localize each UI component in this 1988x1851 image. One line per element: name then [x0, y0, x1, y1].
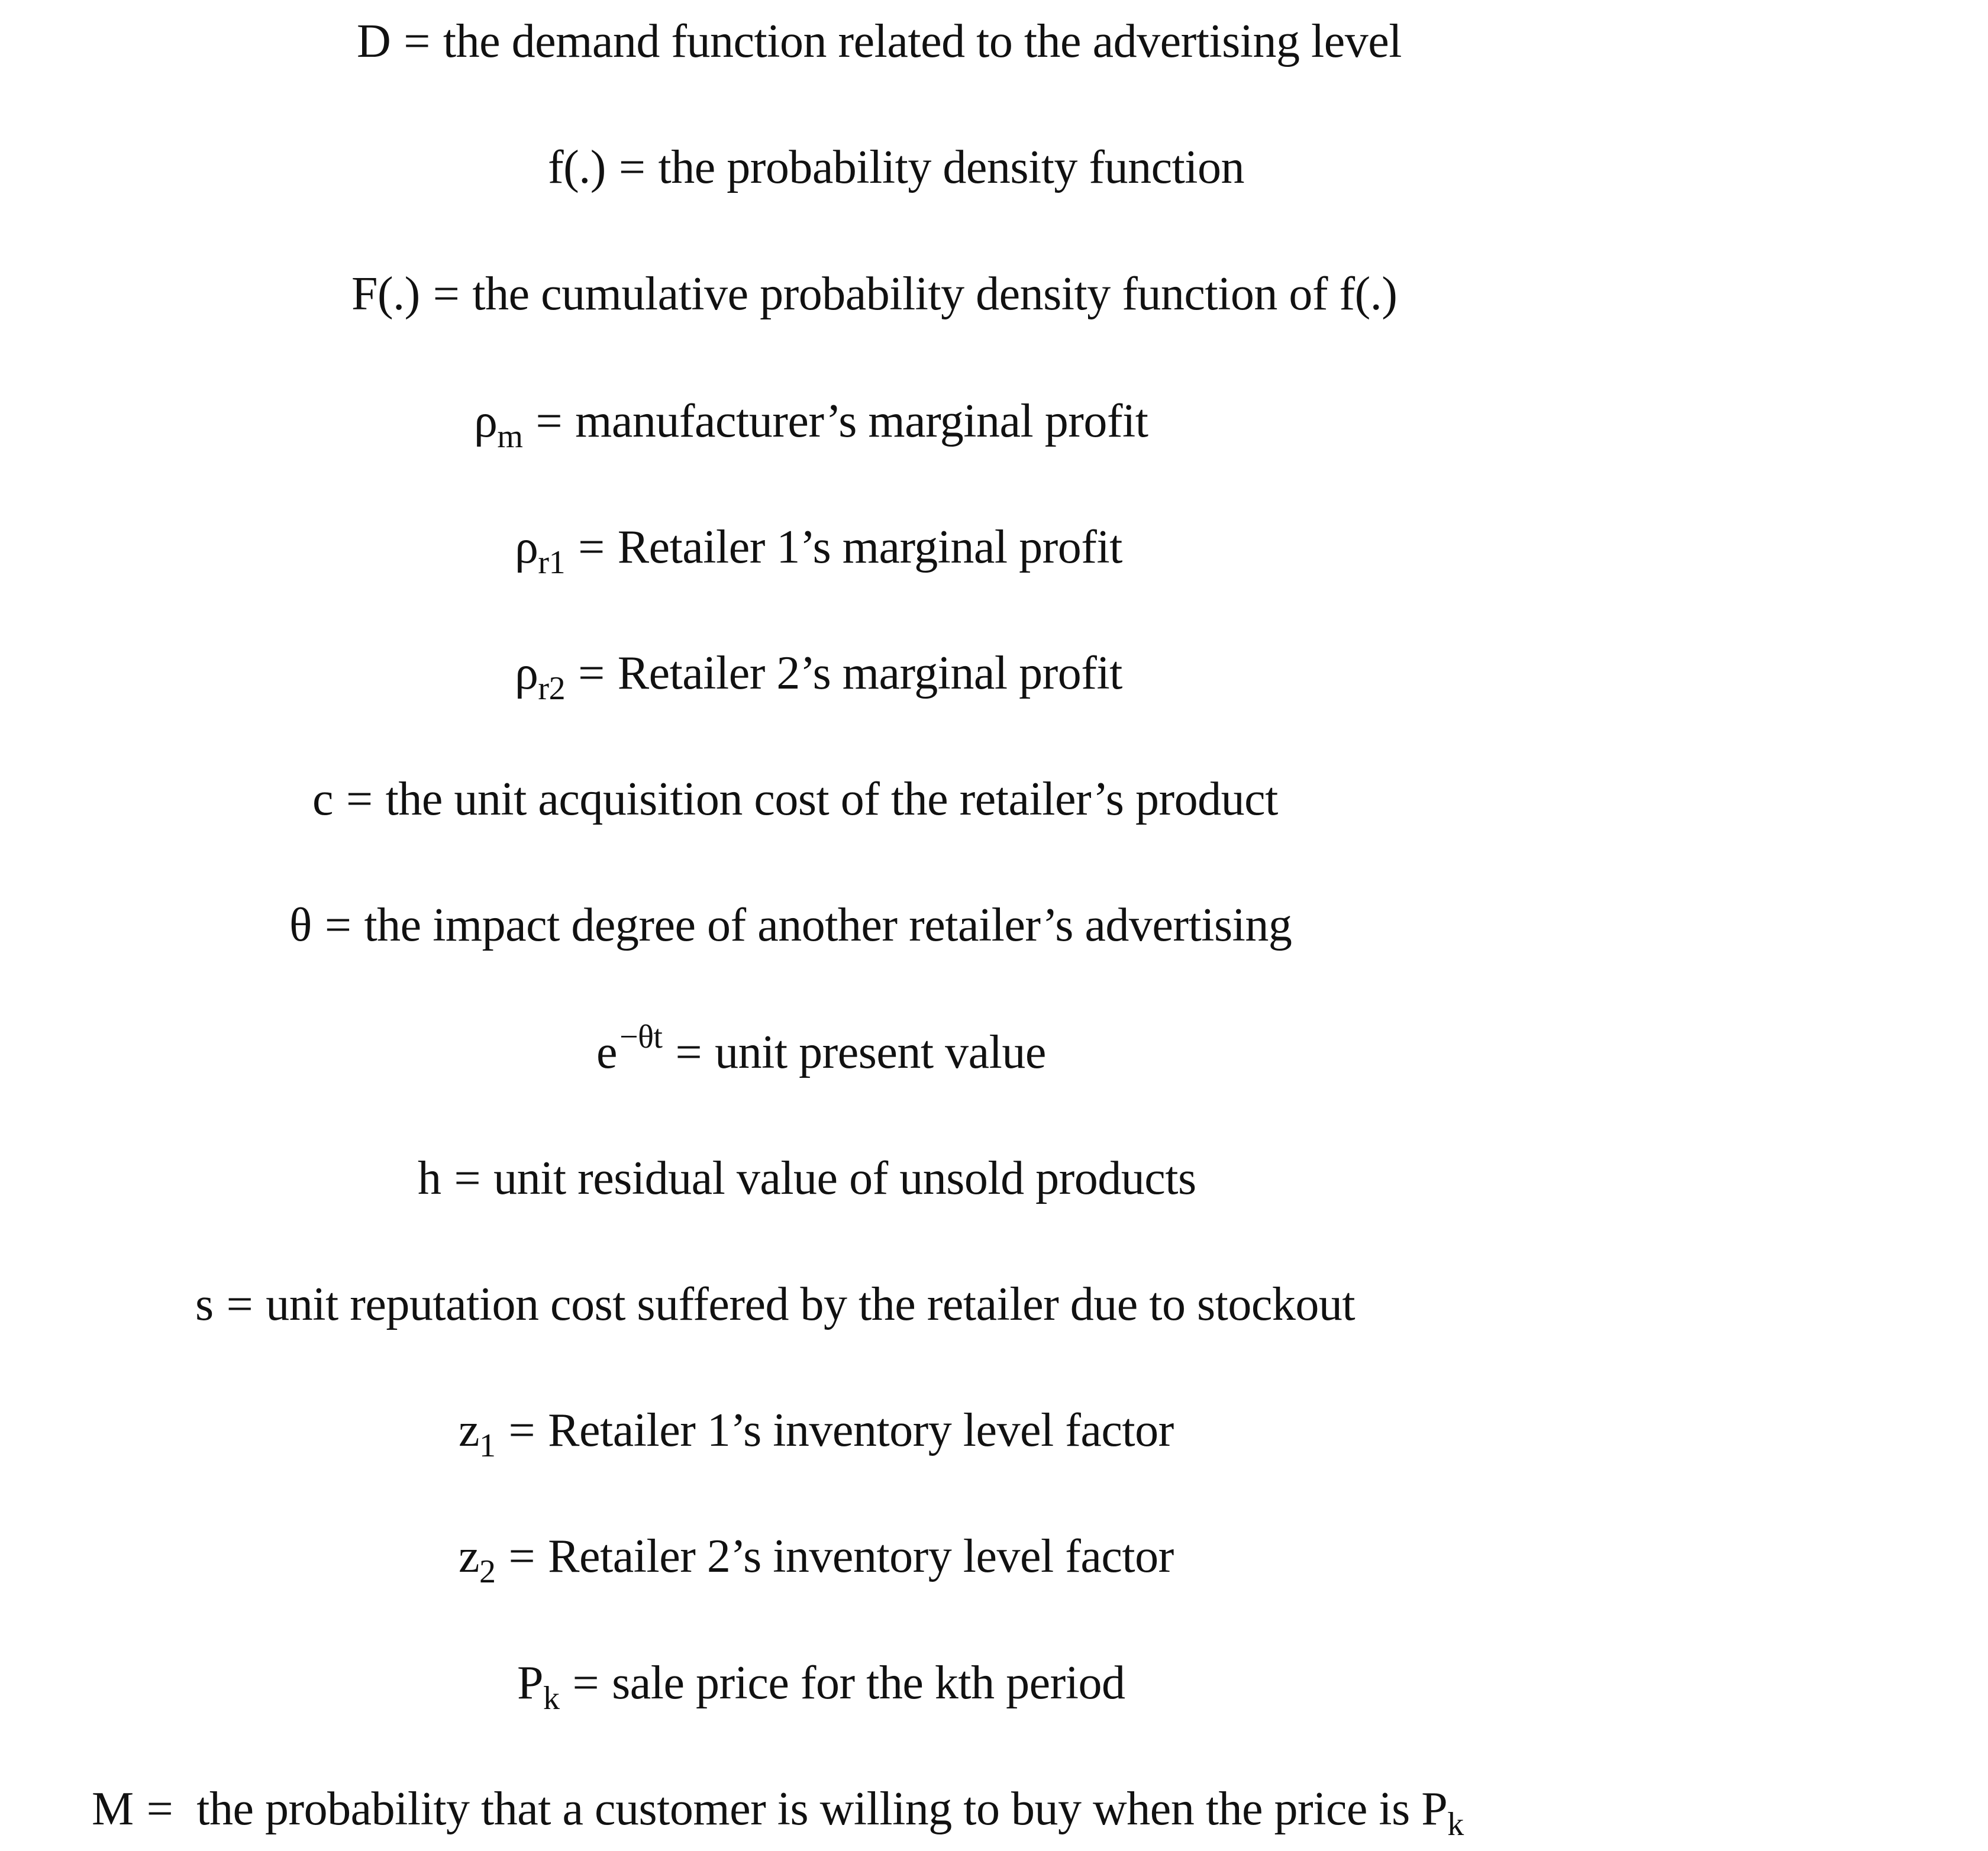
- symbol: P: [517, 1657, 543, 1709]
- definition-pk: [517, 1657, 1125, 1717]
- equals-sign: =: [572, 1657, 599, 1709]
- symbol: z: [459, 1530, 480, 1582]
- definition-z2: [459, 1530, 1174, 1590]
- equals-sign: =: [508, 1530, 535, 1582]
- definition-pdf: [548, 141, 1245, 193]
- symbol: f(.): [548, 141, 606, 193]
- symbol: F(.): [351, 268, 420, 320]
- equals-sign: =: [346, 773, 373, 825]
- symbol: M: [92, 1783, 134, 1835]
- description: the unit acquisition cost of the retailer’s product: [385, 773, 1278, 825]
- description: sale price for the kth period: [612, 1657, 1125, 1709]
- equals-sign: =: [433, 268, 460, 320]
- subscript: k: [543, 1680, 560, 1717]
- symbol: ρ: [515, 647, 538, 699]
- definition-rho-m: [474, 395, 1148, 455]
- equals-sign: =: [618, 141, 646, 193]
- equals-sign: =: [226, 1278, 253, 1330]
- description: unit reputation cost suffered by the retailer due to stockout: [266, 1278, 1356, 1330]
- description: manufacturer’s marginal profit: [575, 395, 1148, 447]
- definition-rho-r1: [515, 521, 1122, 581]
- description: unit residual value of unsold products: [493, 1152, 1196, 1204]
- definition-m: [92, 1783, 1464, 1843]
- symbol: s: [195, 1278, 214, 1330]
- symbol: D: [357, 15, 391, 67]
- equals-sign: =: [508, 1404, 535, 1456]
- definition-d: [357, 15, 1402, 67]
- symbol: e: [596, 1026, 618, 1078]
- description: Retailer 2’s inventory level factor: [548, 1530, 1174, 1582]
- description: the impact degree of another retailer’s advertising: [364, 899, 1292, 951]
- symbol: h: [418, 1152, 441, 1204]
- symbol: ρ: [515, 521, 538, 573]
- equals-sign: =: [404, 15, 430, 67]
- description: the demand function related to the advertising level: [443, 15, 1402, 67]
- equals-sign: =: [675, 1026, 702, 1078]
- symbol: ρ: [474, 395, 498, 447]
- equals-sign: =: [578, 647, 605, 699]
- description: Retailer 1’s marginal profit: [617, 521, 1122, 573]
- definition-z1: [459, 1404, 1174, 1464]
- subscript: r2: [538, 670, 566, 707]
- equals-sign: =: [535, 395, 563, 447]
- equals-sign: =: [324, 899, 351, 951]
- equals-sign: =: [454, 1152, 481, 1204]
- superscript: −θt: [619, 1019, 663, 1055]
- definition-s: [195, 1278, 1356, 1330]
- subscript: 1: [479, 1427, 496, 1464]
- definition-present-value: [596, 1019, 1046, 1078]
- description: the probability density function: [658, 141, 1245, 193]
- description: Retailer 1’s inventory level factor: [548, 1404, 1174, 1456]
- subscript: 2: [479, 1553, 496, 1590]
- description: the cumulative probability density function of f(.): [472, 268, 1398, 320]
- description: Retailer 2’s marginal profit: [617, 647, 1122, 699]
- description: the probability that a customer is willing to buy when the price is P: [196, 1783, 1448, 1835]
- definition-theta: [289, 899, 1292, 951]
- equals-sign: =: [578, 521, 605, 573]
- subscript: k: [1447, 1806, 1464, 1843]
- definition-h: [418, 1152, 1196, 1204]
- definition-rho-r2: [515, 647, 1122, 707]
- symbol: c: [312, 773, 334, 825]
- equals-sign: =: [146, 1783, 173, 1835]
- definition-cdf: [351, 270, 1397, 318]
- subscript: r1: [538, 544, 566, 581]
- symbol: θ: [289, 899, 312, 951]
- symbol: z: [459, 1404, 480, 1456]
- subscript: m: [497, 418, 523, 455]
- description: unit present value: [715, 1026, 1046, 1078]
- definition-c: [312, 773, 1278, 825]
